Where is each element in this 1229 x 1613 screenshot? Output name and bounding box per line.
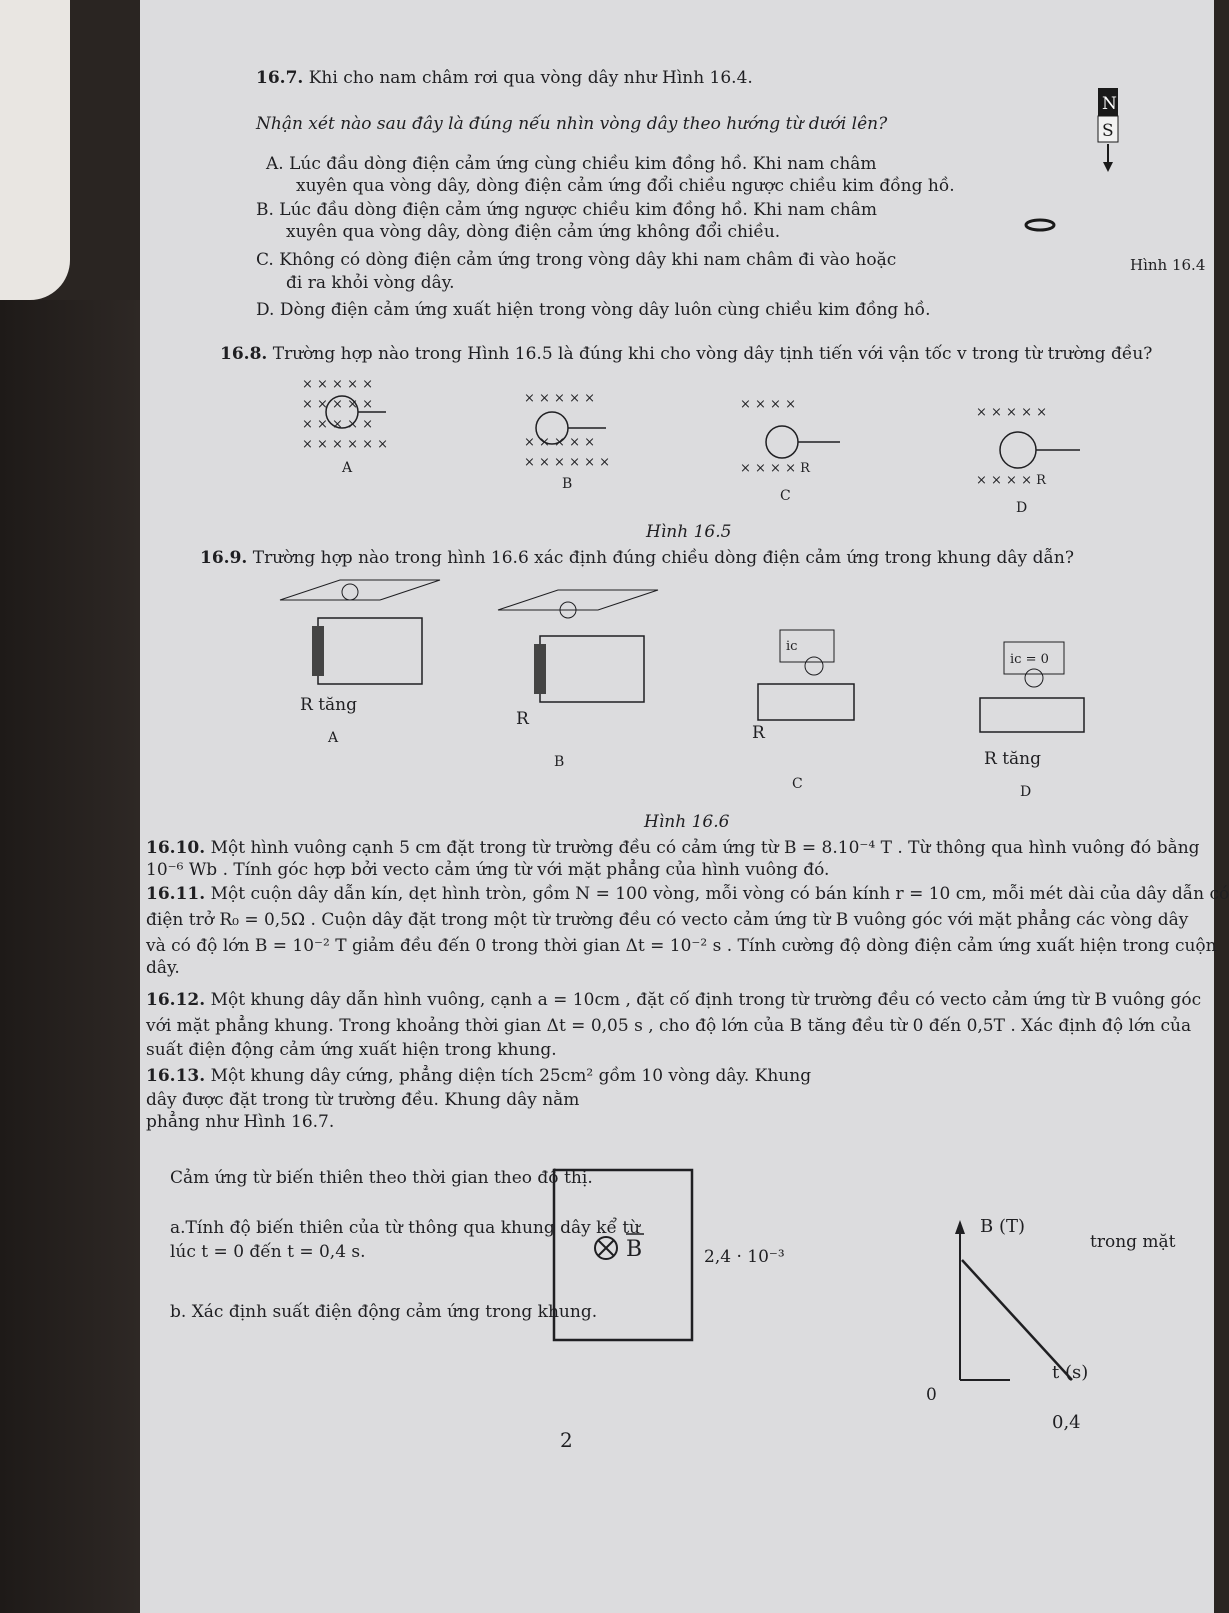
fig-16-6-label-d: D: [1020, 784, 1032, 800]
coil-a: [312, 626, 324, 676]
fig-16-6-c-current: iᴄ: [786, 639, 798, 654]
q1613-line2: dây được đặt trong từ trường đều. Khung dây nằm: [146, 1090, 580, 1110]
y-axis-arrow: [955, 1220, 965, 1234]
svg-text:× × × × ×: × × × × ×: [302, 417, 373, 432]
x-tick-label: 0,4: [1052, 1412, 1081, 1433]
q167-option-c1: C. Không có dòng điện cảm ứng trong vòng dây khi nam châm đi vào hoặc: [256, 250, 897, 270]
fig-16-6-label-b: B: [554, 754, 565, 770]
fig-16-5-option-c: [740, 397, 840, 504]
q167-option-d: D. Dòng điện cảm ứng xuất hiện trong vòng dây luôn cùng chiều kim đồng hồ.: [256, 300, 931, 320]
svg-text:× × × × R: × × × × R: [740, 461, 810, 476]
q167-option-b2: xuyên qua vòng dây, dòng điện cảm ứng không đổi chiều.: [286, 222, 781, 242]
fig-16-6-b-rlabel: R: [516, 709, 529, 729]
square-frame: [554, 1170, 692, 1340]
b-t-chart: [700, 1210, 1025, 1430]
q1612-line1: 16.12. Một khung dây dẫn hình vuông, cạnh a = 10cm , đặt cố định trong từ trường đều có vecto cảm ứng từ B vuông góc: [146, 990, 1202, 1010]
fig-16-6-caption: Hình 16.6: [644, 812, 730, 832]
coil-ring: [1026, 220, 1054, 230]
y-tick-label: 2,4 · 10⁻³: [704, 1247, 785, 1267]
figure-16-6: [280, 570, 1200, 800]
svg-text:× × × × ×: × × × × ×: [976, 405, 1047, 420]
coil-b: [534, 644, 546, 694]
svg-text:× × × × R: × × × × R: [976, 473, 1046, 488]
q167-line1: 16.7. Khi cho nam châm rơi qua vòng dây như Hình 16.4.: [256, 68, 753, 88]
figure-16-5: [300, 372, 1200, 522]
q1613-a1: a.Tính độ biến thiên của từ thông qua khung dây kể từ: [170, 1218, 641, 1238]
q1611-line1: 16.11. Một cuộn dây dẫn kín, dẹt hình tròn, gồm N = 100 vòng, mỗi vòng có bán kính r = 10 cm, mỗi mét dài của dây dẫn có: [146, 884, 1229, 904]
q1613-line2b: trong mặt: [1090, 1232, 1176, 1252]
q1612-line3: suất điện động cảm ứng xuất hiện trong khung.: [146, 1040, 557, 1060]
svg-text:× × × × × ×: × × × × × ×: [302, 437, 389, 452]
fig-16-6-option-b: [498, 590, 658, 770]
fig-16-5-option-b: [524, 391, 610, 492]
fig-16-5-label-b: B: [562, 476, 573, 492]
fig-16-5-option-d: [976, 405, 1080, 516]
q1613-line4: Cảm ứng từ biến thiên theo thời gian theo đồ thị.: [170, 1168, 593, 1188]
svg-text:× × × × ×: × × × × ×: [524, 391, 595, 406]
fig-16-6-label-c: C: [792, 776, 803, 792]
hand-background: [0, 0, 70, 300]
q1612-line2: với mặt phẳng khung. Trong khoảng thời gian Δt = 0,05 s , cho độ lớn của B tăng đều từ 0 đến 0,5T . Xác định độ lớn của: [146, 1016, 1192, 1036]
q167-option-a1: A. Lúc đầu dòng điện cảm ứng cùng chiều kim đồng hồ. Khi nam châm: [266, 154, 877, 174]
q1611-line2: điện trở R₀ = 0,5Ω . Cuộn dây đặt trong một từ trường đều có vecto cảm ứng từ B vuông góc với mặt phẳng các vòng dây: [146, 910, 1189, 930]
svg-text:× × × × × ×: × × × × × ×: [524, 455, 611, 470]
fig-16-6-c-rlabel: R: [752, 723, 765, 743]
q169-text: 16.9. Trường hợp nào trong hình 16.6 xác định đúng chiều dòng điện cảm ứng trong khung dây dẫn?: [200, 548, 1074, 568]
fig-16-5-option-a: [302, 377, 388, 476]
fig-16-5-label-c: C: [780, 488, 791, 504]
svg-text:× × × ×: × × × ×: [740, 397, 796, 412]
fig-16-6-d-rlabel: R tăng: [984, 749, 1042, 769]
fig-16-5-caption: Hình 16.5: [646, 522, 732, 542]
q1610-line1: 16.10. Một hình vuông cạnh 5 cm đặt trong từ trường đều có cảm ứng từ B = 8.10⁻⁴ T . Từ thông qua hình vuông đó bằng: [146, 838, 1200, 858]
velocity-arrowhead: [1103, 162, 1113, 172]
fig-16-6-label-a: A: [328, 730, 339, 746]
fig-16-6-option-d: [980, 642, 1084, 800]
magnet-s-label: S: [1102, 121, 1114, 141]
q168-text: 16.8. Trường hợp nào trong Hình 16.5 là đúng khi cho vòng dây tịnh tiến với vận tốc v trong từ trường đều?: [220, 344, 1153, 364]
svg-text:× × × × ×: × × × × ×: [524, 435, 595, 450]
page-number: 2: [560, 1428, 573, 1452]
y-axis-label: B (T): [980, 1216, 1025, 1237]
x-axis-label: t (s): [1052, 1362, 1089, 1383]
fig-16-5-label-d: D: [1016, 500, 1028, 516]
q1611-line4: dây.: [146, 958, 180, 978]
q167-option-a2: xuyên qua vòng dây, dòng điện cảm ứng đổi chiều ngược chiều kim đồng hồ.: [296, 176, 955, 196]
q167-line2: Nhận xét nào sau đây là đúng nếu nhìn vòng dây theo hướng từ dưới lên?: [256, 114, 888, 134]
fig-16-6-option-c: [752, 630, 854, 792]
figure-16-7-frame: [550, 1160, 700, 1350]
q1613-line3: phẳng như Hình 16.7.: [146, 1112, 335, 1132]
magnet-n-label: N: [1102, 94, 1117, 114]
q1613-a2: lúc t = 0 đến t = 0,4 s.: [170, 1242, 366, 1262]
fig-16-5-label-a: A: [342, 460, 353, 476]
textbook-page: [140, 0, 1229, 1613]
q1613-line1: 16.13. Một khung dây cứng, phẳng diện tích 25cm² gồm 10 vòng dây. Khung: [146, 1066, 812, 1086]
figure-16-4: [980, 80, 1206, 280]
origin-label: 0: [926, 1385, 937, 1405]
fig-16-6-d-current: iᴄ = 0: [1010, 652, 1049, 667]
fig-16-6-a-rlabel: R tăng: [300, 695, 358, 715]
svg-text:× × × × ×: × × × × ×: [302, 397, 373, 412]
fig-16-6-option-a: [280, 580, 440, 746]
q1611-line3: và có độ lớn B = 10⁻² T giảm đều đến 0 trong thời gian Δt = 10⁻² s . Tính cường độ dòng điện cảm ứng xuất hiện trong cuộn: [146, 936, 1217, 956]
q167-option-b1: B. Lúc đầu dòng điện cảm ứng ngược chiều kim đồng hồ. Khi nam châm: [256, 200, 877, 220]
svg-text:× × × × ×: × × × × ×: [302, 377, 373, 392]
fig-16-4-label: Hình 16.4: [1130, 256, 1206, 274]
dark-background: [0, 300, 150, 1613]
q167-option-c2: đi ra khỏi vòng dây.: [286, 273, 455, 293]
q1613-b: b. Xác định suất điện động cảm ứng trong khung.: [170, 1302, 598, 1322]
b-vector-label: B: [626, 1237, 643, 1262]
q1610-line2: 10⁻⁶ Wb . Tính góc hợp bởi vecto cảm ứng từ với mặt phẳng của hình vuông đó.: [146, 860, 830, 880]
